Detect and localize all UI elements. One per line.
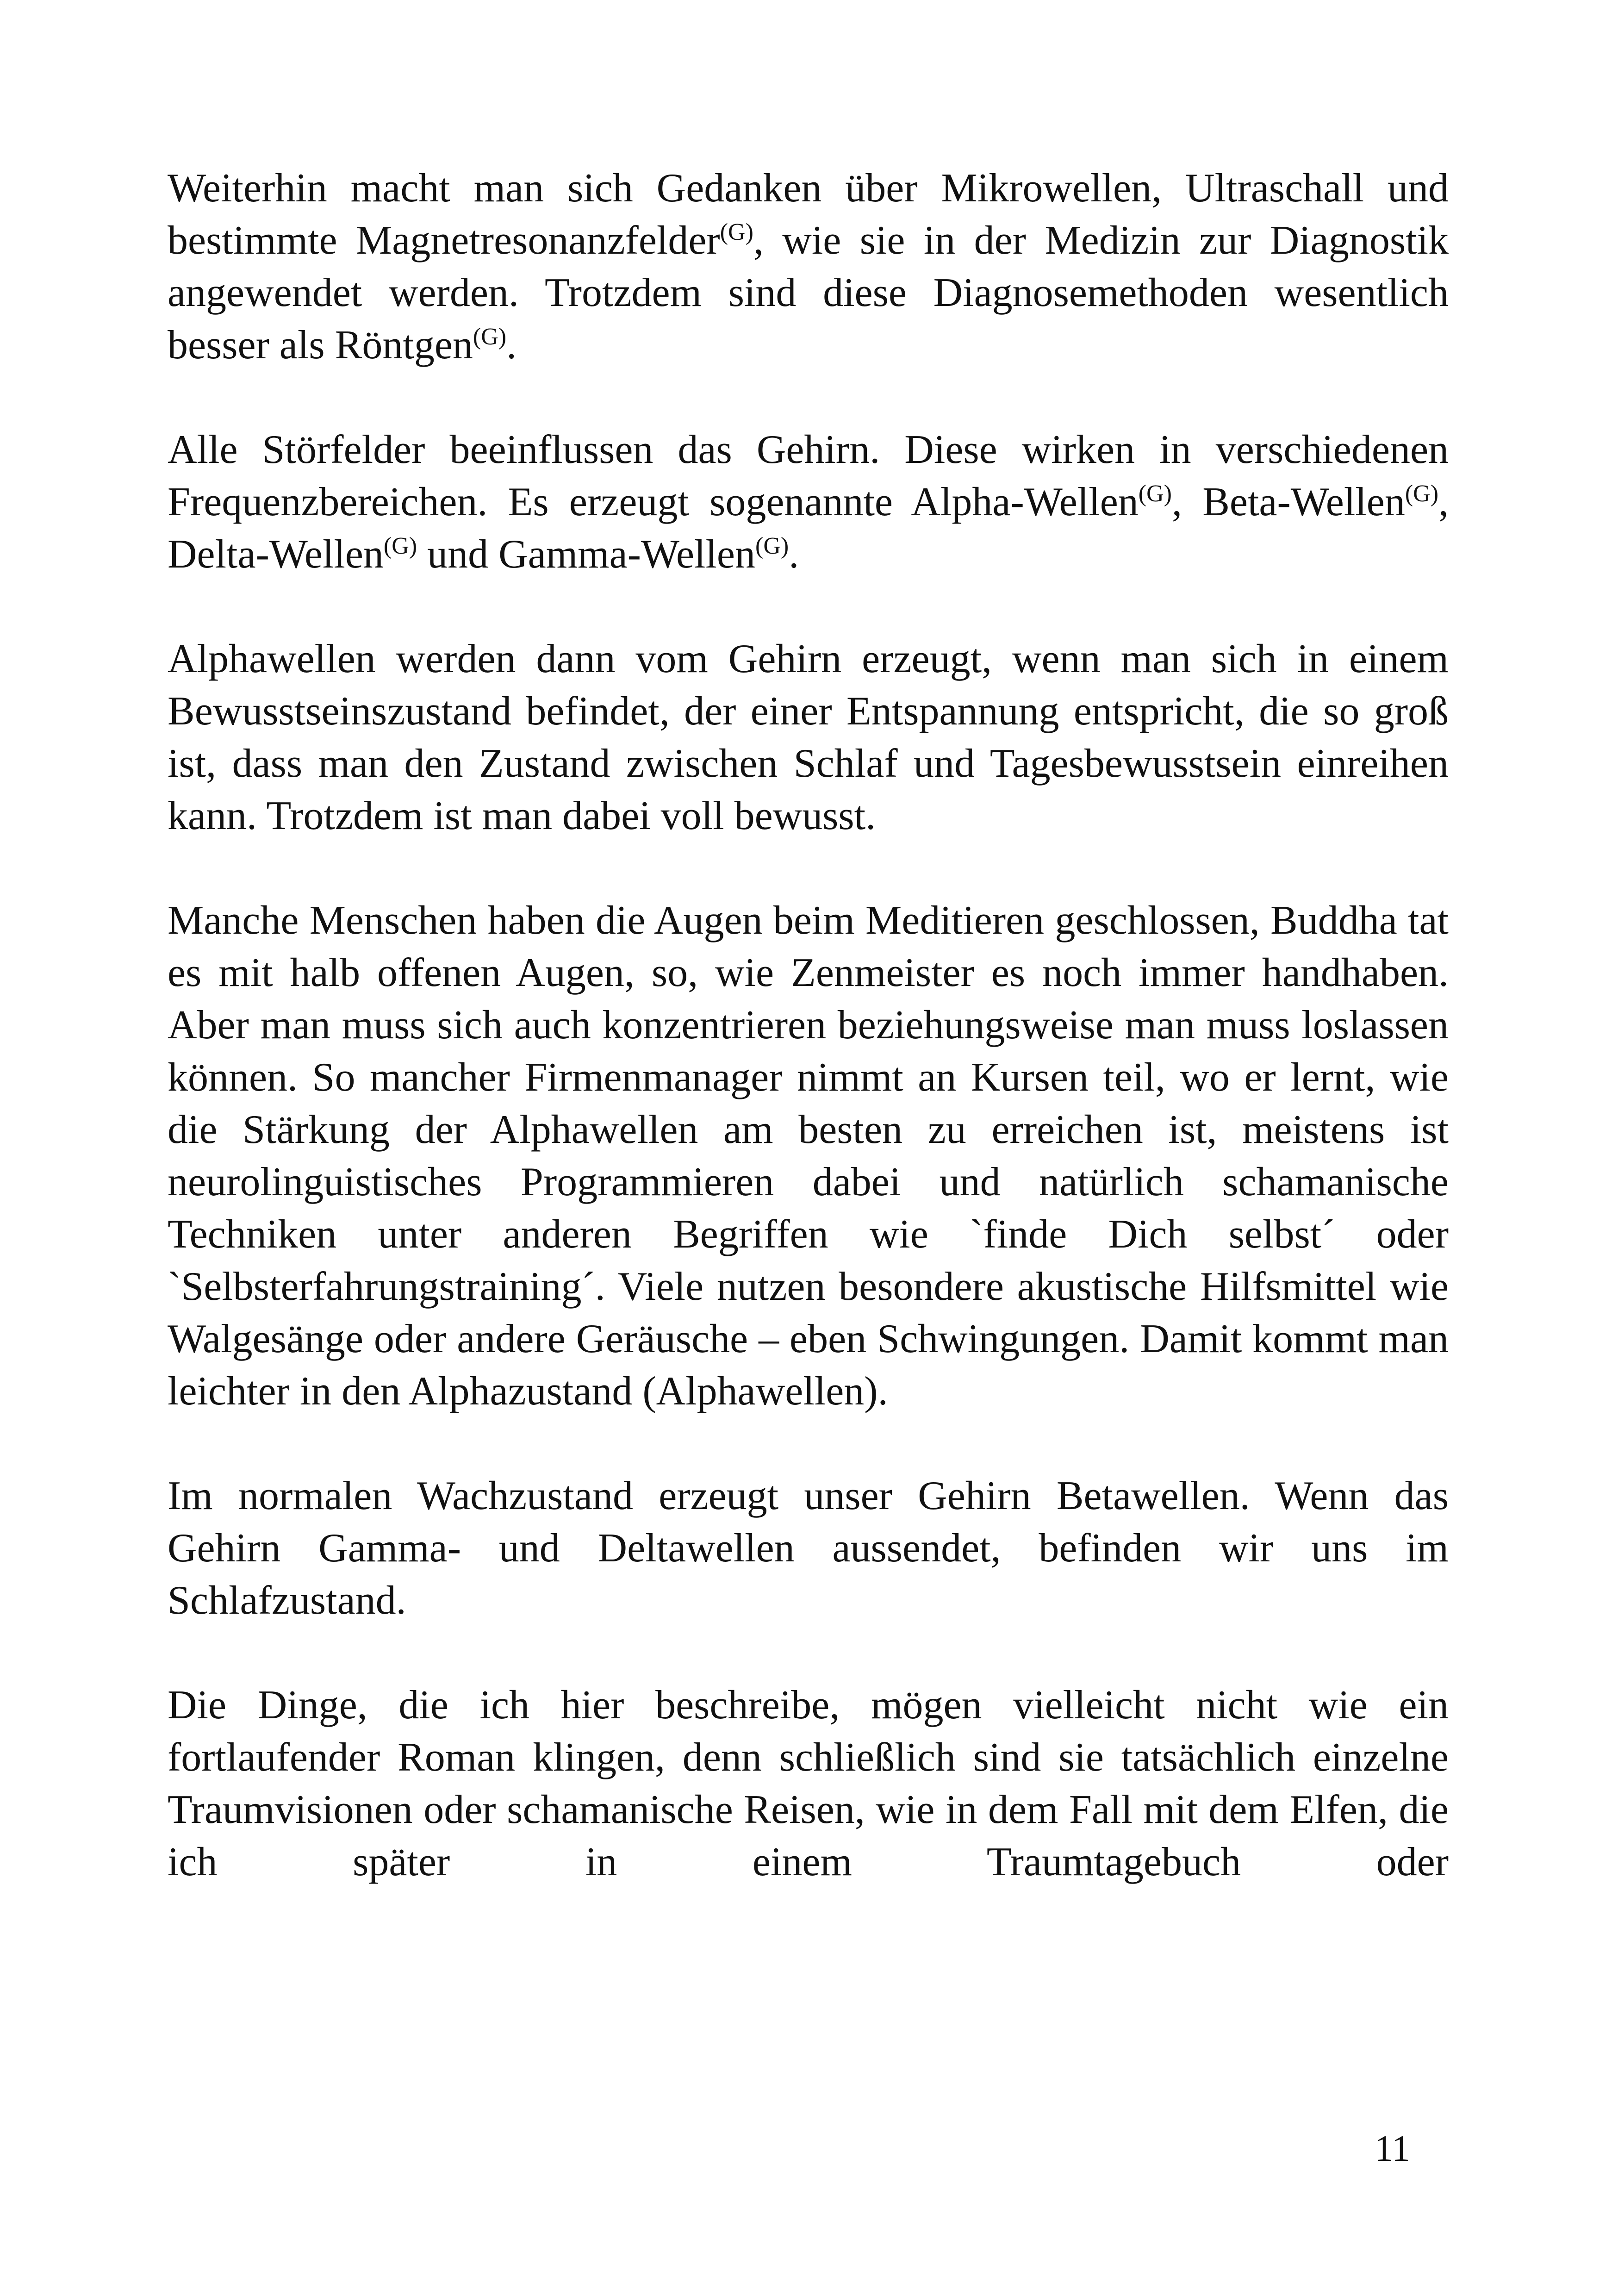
text-run: Manche Menschen haben die Augen beim Meditieren geschlossen, Buddha tat es mit halb offenen Augen, so, wie Zenmeister es noch immer handhaben. Aber man muss sich auch konzentrieren beziehungsweise man muss loslassen können. So mancher Firmenmanager nimmt an Kursen teil, wo er lernt, wie die Stärkung der Alphawellen am besten zu erreichen ist, meistens ist neurolinguistisches Programmieren dabei und natürlich schamanische Techniken unter anderen Begriffen wie `finde Dich selbst´ oder `Selbsterfahrungstraining´. Viele nutzen besondere akustische Hilfsmittel wie Walgesänge oder andere Geräusche – eben Schwingungen. Damit kommt man leichter in den Alphazustand (Alphawellen). xyxy=(168,898,1449,1414)
text-run: , Delta-Wellen xyxy=(168,480,1449,577)
text-run: . xyxy=(789,532,799,577)
paragraph-5 xyxy=(168,1470,1449,1627)
text-run: Weiterhin macht man sich Gedanken über Mikrowellen, Ultraschall und bestimmte Magnetresonanzfelder xyxy=(168,166,1449,263)
page-body xyxy=(168,162,1449,1940)
glossary-marker: (G) xyxy=(1405,480,1439,507)
paragraph-2 xyxy=(168,424,1449,580)
glossary-marker: (G) xyxy=(473,324,507,350)
paragraph-3 xyxy=(168,633,1449,842)
glossary-marker: (G) xyxy=(383,533,417,559)
page-number: 11 xyxy=(1375,2128,1411,2169)
glossary-marker: (G) xyxy=(755,533,789,559)
text-run: , wie sie in der Medizin zur Diagnostik angewendet werden. Trotzdem sind diese Diagnosemethoden wesentlich besser als Röntgen xyxy=(168,218,1449,368)
glossary-marker: (G) xyxy=(1138,480,1172,507)
text-run: Alphawellen werden dann vom Gehirn erzeugt, wenn man sich in einem Bewusstseinszustand befindet, der einer Entspannung entspricht, die so groß ist, dass man den Zustand zwischen Schlaf und Tagesbewusstsein einreihen kann. Trotzdem ist man dabei voll bewusst. xyxy=(168,636,1449,838)
text-run: . xyxy=(506,323,517,368)
paragraph-4 xyxy=(168,894,1449,1417)
text-run: Im normalen Wachzustand erzeugt unser Gehirn Betawellen. Wenn das Gehirn Gamma- und Deltawellen aussendet, befinden wir uns im Schlafzustand. xyxy=(168,1473,1449,1623)
text-run: Die Dinge, die ich hier beschreibe, mögen vielleicht nicht wie ein fortlaufender Roman klingen, denn schließlich sind sie tatsächlich einzelne Traumvisionen oder schamanische Reisen, wie in dem Fall mit dem Elfen, die ich später in einem Traumtagebuch oder xyxy=(168,1683,1449,1884)
glossary-marker: (G) xyxy=(720,219,753,245)
text-run: und Gamma-Wellen xyxy=(417,532,755,577)
text-run: , Beta-Wellen xyxy=(1171,480,1405,524)
paragraph-1 xyxy=(168,162,1449,371)
text-run: Alle Störfelder beeinflussen das Gehirn. Diese wirken in verschiedenen Frequenzbereichen. Es erzeugt sogenannte Alpha-Wellen xyxy=(168,427,1449,524)
paragraph-6 xyxy=(168,1679,1449,1888)
